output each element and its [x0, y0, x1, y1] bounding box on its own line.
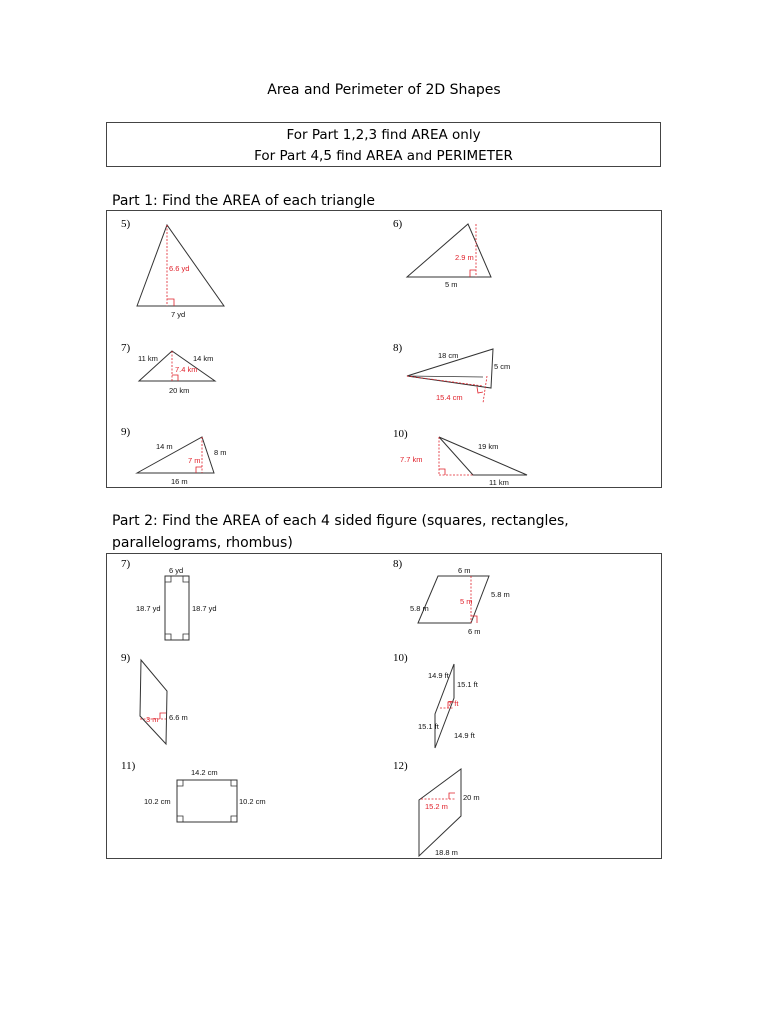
side-label: 18.7 yd [192, 604, 217, 613]
side-label: 20 m [463, 793, 480, 802]
triangle-shape [407, 224, 491, 277]
side-label: 14 km [193, 354, 214, 363]
instruction-line-2: For Part 4,5 find AREA and PERIMETER [254, 148, 513, 164]
problem-number: 10) [393, 428, 408, 440]
corner-mark [183, 634, 189, 640]
inner-line [407, 376, 483, 377]
parallelogram-problem-8 [393, 558, 510, 636]
part1-figures [107, 211, 663, 489]
problem-number: 9) [121, 426, 131, 438]
parallelogram-problem-12 [393, 760, 480, 857]
base-label: 11 km [489, 478, 509, 487]
height-label: 3 m [146, 715, 159, 724]
side-label: 14.9 ft [428, 671, 449, 680]
side-label: 14.9 ft [454, 731, 475, 740]
triangle-problem-8 [393, 342, 510, 403]
height-label: 7 m [188, 456, 201, 465]
corner-mark [165, 634, 171, 640]
height-line [483, 376, 487, 403]
height-label: 7 ft [448, 699, 459, 708]
parallelogram-shape [140, 660, 167, 744]
corner-mark [177, 780, 183, 786]
base-label: 20 km [169, 386, 190, 395]
problem-number: 7) [121, 558, 131, 570]
part2-heading [112, 510, 569, 554]
problem-number: 5) [121, 218, 131, 230]
triangle-problem-9 [121, 426, 227, 486]
part2-heading-line-1: Part 2: Find the AREA of each 4 sided figure (squares, rectangles, [112, 513, 569, 529]
problem-number: 11) [121, 760, 136, 772]
instruction-line-1: For Part 1,2,3 find AREA only [286, 127, 481, 143]
right-angle-mark [470, 270, 476, 277]
part1-panel [106, 210, 662, 488]
right-angle-mark [196, 467, 202, 473]
corner-mark [165, 576, 171, 582]
side-label: 18.8 m [435, 848, 458, 857]
base-label: 5 m [445, 280, 458, 289]
rectangle-shape [165, 576, 189, 640]
corner-mark [231, 780, 237, 786]
height-label: 6.6 yd [169, 264, 190, 273]
part2-figures [107, 554, 663, 860]
parallelogram-shape [419, 769, 461, 856]
side-label: 18 cm [438, 351, 459, 360]
right-angle-mark [172, 375, 178, 381]
part2-panel [106, 553, 662, 859]
rhombus-problem-10 [393, 652, 479, 748]
corner-mark [183, 576, 189, 582]
page-title: Area and Perimeter of 2D Shapes [267, 82, 501, 98]
side-label: 6 m [458, 566, 471, 575]
right-angle-mark [477, 387, 483, 393]
triangle-problem-6 [393, 218, 491, 289]
height-label: 7.7 km [400, 455, 423, 464]
side-label: 15.1 ft [457, 680, 478, 689]
side-label: 5.8 m [491, 590, 510, 599]
side-label: 6.6 m [169, 713, 188, 722]
height-label: 5 m [460, 597, 473, 606]
triangle-problem-5 [121, 218, 224, 319]
side-label: 19 km [478, 442, 499, 451]
parallelogram-problem-9 [121, 652, 188, 744]
instructions-box [106, 122, 661, 167]
problem-number: 10) [393, 652, 408, 664]
problem-number: 7) [121, 342, 131, 354]
side-label: 6 m [468, 627, 481, 636]
rectangle-problem-11 [121, 760, 266, 822]
right-angle-mark [439, 469, 445, 475]
side-label: 15.1 ft [418, 722, 439, 731]
side-label: 14.2 cm [191, 768, 218, 777]
triangle-problem-7 [121, 342, 215, 395]
problem-number: 8) [393, 342, 403, 354]
corner-mark [231, 816, 237, 822]
right-angle-mark [160, 713, 166, 719]
problem-number: 9) [121, 652, 131, 664]
side-label: 6 yd [169, 566, 184, 575]
side-label: 11 km [138, 354, 158, 363]
rectangle-problem-7 [121, 558, 217, 640]
problem-number: 8) [393, 558, 403, 570]
problem-number: 6) [393, 218, 403, 230]
side-label: 10.2 cm [144, 797, 171, 806]
part2-heading-line-2: parallelograms, rhombus) [112, 535, 293, 551]
parallelogram-shape [418, 576, 489, 623]
base-label: 7 yd [171, 310, 186, 319]
right-angle-mark [449, 793, 455, 799]
rectangle-shape [177, 780, 237, 822]
right-angle-mark [167, 299, 174, 306]
height-label: 15.4 cm [436, 393, 463, 402]
side-label: 10.2 cm [239, 797, 266, 806]
triangle-shape [137, 437, 214, 473]
base-label: 16 m [171, 477, 188, 486]
height-label: 7.4 km [175, 365, 198, 374]
problem-number: 12) [393, 760, 408, 772]
height-label: 2.9 m [455, 253, 474, 262]
side-label: 5.8 m [410, 604, 429, 613]
part1-heading: Part 1: Find the AREA of each triangle [112, 193, 376, 209]
side-label: 14 m [156, 442, 173, 451]
triangle-problem-10 [393, 428, 527, 487]
side-label: 5 cm [494, 362, 511, 371]
side-label: 18.7 yd [136, 604, 161, 613]
corner-mark [177, 816, 183, 822]
height-label: 15.2 m [425, 802, 448, 811]
side-label: 8 m [214, 448, 227, 457]
